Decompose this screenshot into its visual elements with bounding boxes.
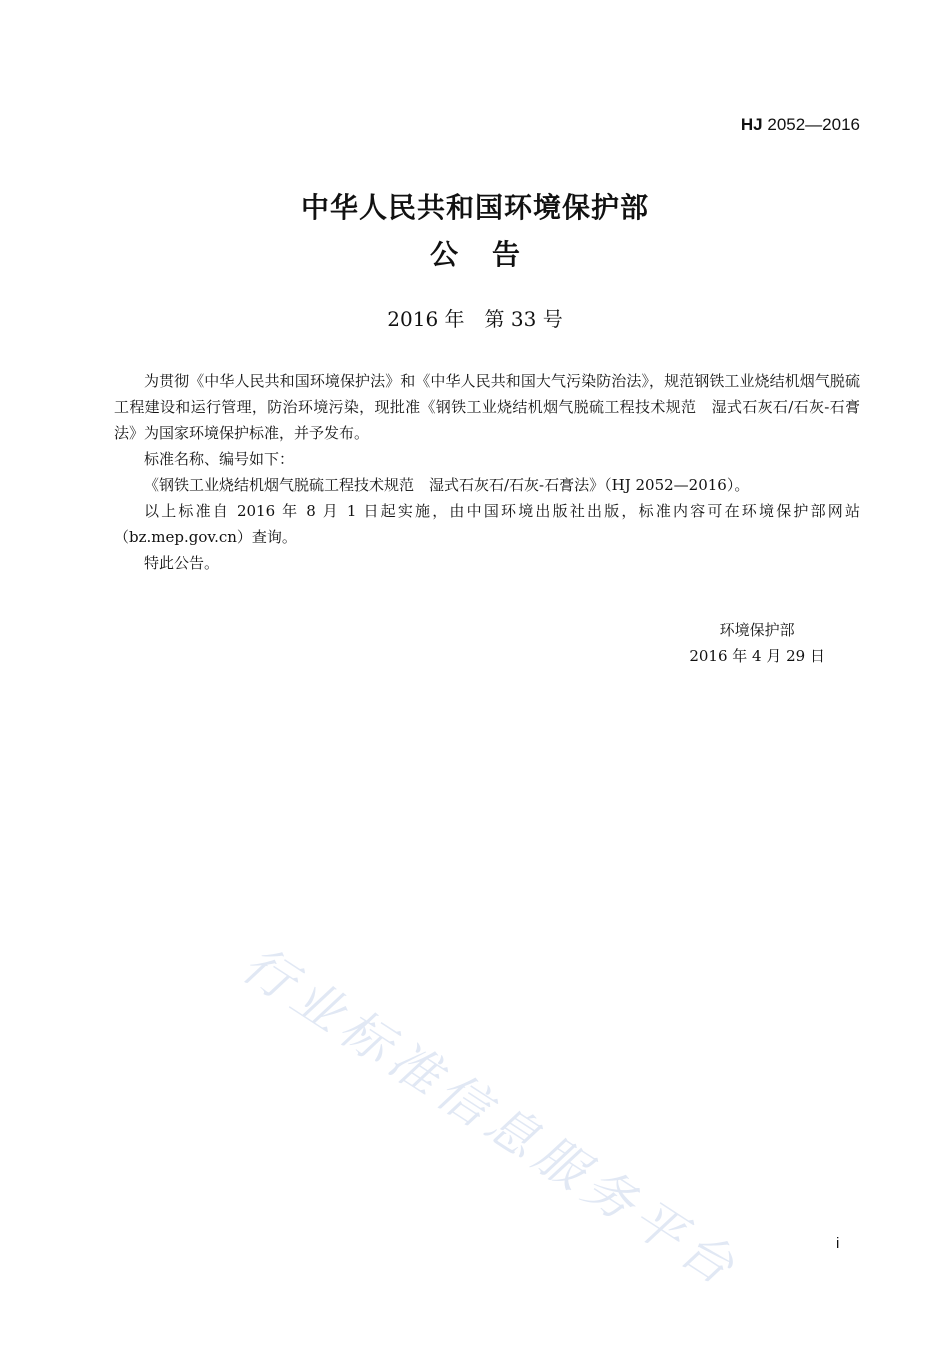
standard-number: 2052—2016 — [767, 115, 860, 134]
signature-date: 2016 年 4 月 29 日 — [689, 647, 825, 665]
signature-block — [689, 617, 825, 669]
paragraph-standard-name: 《钢铁工业烧结机烟气脱硫工程技术规范 湿式石灰石/石灰-石膏法》（HJ 2052—2016）。 — [144, 476, 750, 494]
announcement-body — [114, 368, 860, 576]
paragraph-closing: 特此公告。 — [144, 554, 220, 572]
standard-prefix: HJ — [740, 115, 763, 134]
paragraph-effective-date: 以上标准自 2016 年 8 月 1 日起实施，由中国环境出版社出版，标准内容可在环境保护部网站（bz.mep.gov.cn）查询。 — [114, 502, 860, 546]
issue-number: 2016 年 第 33 号 — [387, 307, 563, 331]
page-number: i — [836, 1235, 840, 1252]
paragraph-standard-intro: 标准名称、编号如下： — [144, 450, 295, 468]
organization-title: 中华人民共和国环境保护部 — [300, 191, 649, 224]
notice-title: 公告 — [429, 238, 554, 271]
standard-code — [741, 115, 860, 135]
watermark: 行业标准信息服务平台 — [232, 935, 751, 1300]
signature-org: 环境保护部 — [719, 621, 795, 639]
paragraph-purpose: 为贯彻《中华人民共和国环境保护法》和《中华人民共和国大气污染防治法》，规范钢铁工业烧结机烟气脱硫工程建设和运行管理，防治环境污染，现批准《钢铁工业烧结机烟气脱硫工程技术规范 湿式石灰石/石灰-石膏法》为国家环境保护标准，并予发布。 — [114, 372, 860, 442]
